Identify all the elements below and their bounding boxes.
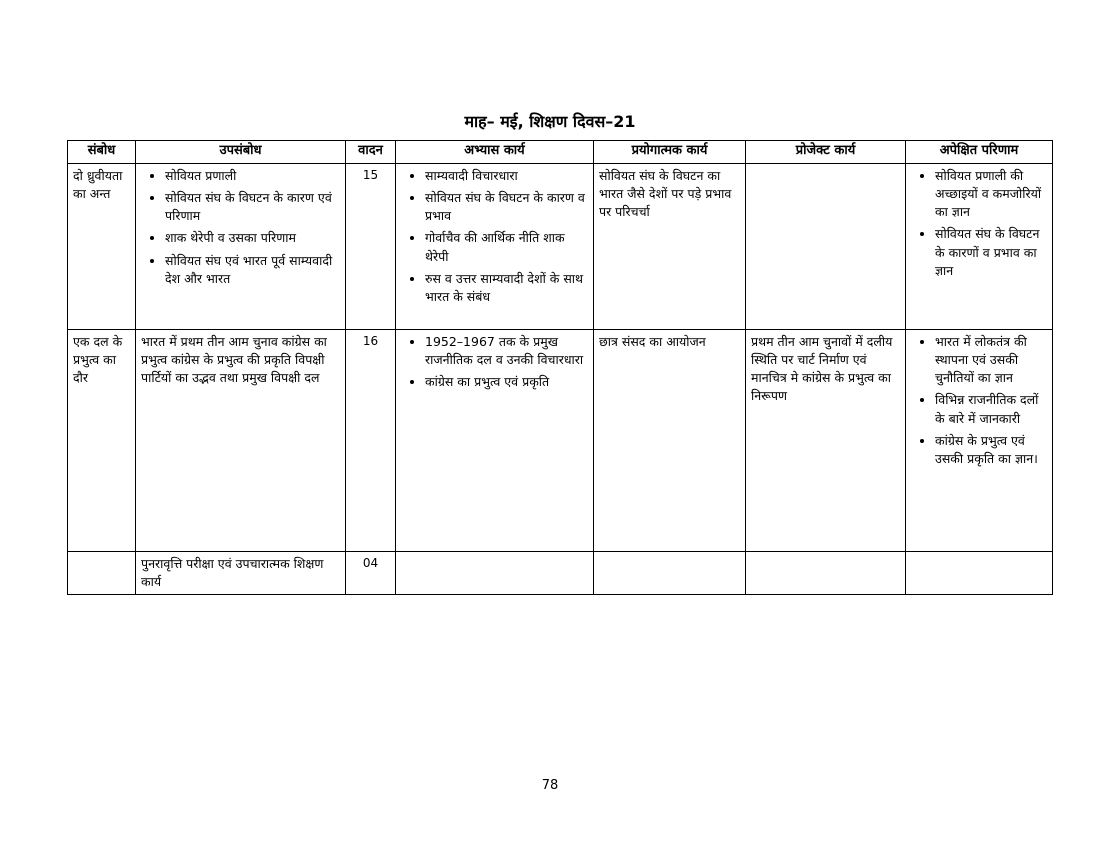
- col-header-concept: संबोध: [68, 141, 136, 164]
- list-item: • सोवियत प्रणाली की अच्छाइयों व कमजोरियों का ज्ञान: [935, 167, 1047, 221]
- practice-cell: [396, 552, 594, 595]
- header-row: [68, 141, 1053, 164]
- table-row: [68, 164, 1053, 330]
- practical-cell: छात्र संसद का आयोजन: [594, 330, 746, 552]
- project-cell: [746, 552, 906, 595]
- subtopics-cell: [136, 164, 346, 330]
- outcomes-list: [911, 167, 1047, 280]
- subtopics-cell: भारत में प्रथम तीन आम चुनाव कांग्रेस का प्रभुत्व कांग्रेस के प्रभुत्व की प्रकृति विपक्षी पार्टियों का उद्भव तथा प्रमुख विपक्षी दल: [136, 330, 346, 552]
- col-header-periods: वादन: [346, 141, 396, 164]
- list-item: • 1952–1967 तक के प्रमुख राजनीतिक दल व उनकी विचारधारा: [425, 333, 588, 369]
- practice-cell: [396, 330, 594, 552]
- periods-cell: 16: [346, 330, 396, 552]
- project-cell: प्रथम तीन आम चुनावों में दलीय स्थिति पर चार्ट निर्माण एवं मानचित्र मे कांग्रेस के प्रभुत्व का निरूपण: [746, 330, 906, 552]
- list-item: • भारत में लोकतंत्र की स्थापना एवं उसकी चुनौतियों का ज्ञान: [935, 333, 1047, 387]
- topic-cell: एक दल के प्रभुत्व का दौर: [68, 330, 136, 552]
- subtopics-cell: पुनरावृत्ति परीक्षा एवं उपचारात्मक शिक्षण कार्य: [136, 552, 346, 595]
- table-row: [68, 552, 1053, 595]
- col-header-subconcept: उपसंबोध: [136, 141, 346, 164]
- topic-cell: [68, 552, 136, 595]
- subtopics-list: [141, 167, 340, 288]
- list-item: • सोवियत संघ के विघटन के कारण एवं परिणाम: [165, 189, 340, 225]
- periods-cell: 15: [346, 164, 396, 330]
- list-item: • सोवियत प्रणाली: [165, 167, 340, 185]
- list-item: • साम्यवादी विचारधारा: [425, 167, 588, 185]
- list-item: • कांग्रेस का प्रभुत्व एवं प्रकृति: [425, 373, 588, 391]
- project-cell: [746, 164, 906, 330]
- col-header-practical: प्रयोगात्मक कार्य: [594, 141, 746, 164]
- col-header-project: प्रोजेक्ट कार्य: [746, 141, 906, 164]
- practice-list: [401, 167, 588, 306]
- periods-cell: 04: [346, 552, 396, 595]
- list-item: • सोवियत संघ के विघटन के कारण व प्रभाव: [425, 189, 588, 225]
- practice-cell: [396, 164, 594, 330]
- outcomes-list: [911, 333, 1047, 468]
- list-item: • विभिन्न राजनीतिक दलों के बारे में जानकारी: [935, 391, 1047, 427]
- practical-cell: [594, 552, 746, 595]
- list-item: • गोर्वाचैव की आर्थिक नीति शाक थेरेपी: [425, 229, 588, 265]
- practice-list: [401, 333, 588, 391]
- outcomes-cell: [906, 330, 1053, 552]
- page-title: माह– मई, शिक्षण दिवस–21: [464, 112, 636, 131]
- page-number: 78: [541, 778, 559, 793]
- col-header-outcomes: अपेक्षित परिणाम: [906, 141, 1053, 164]
- outcomes-cell: [906, 552, 1053, 595]
- lesson-plan-table: [67, 140, 1053, 595]
- list-item: • कांग्रेस के प्रभुत्व एवं उसकी प्रकृति का ज्ञान।: [935, 432, 1047, 468]
- outcomes-cell: [906, 164, 1053, 330]
- list-item: • शाक थेरेपी व उसका परिणाम: [165, 229, 340, 247]
- list-item: • सोवियत संघ एवं भारत पूर्व साम्यवादी देश और भारत: [165, 252, 340, 288]
- table-row: [68, 330, 1053, 552]
- list-item: • सोवियत संघ के विघटन के कारणों व प्रभाव का ज्ञान: [935, 225, 1047, 279]
- list-item: • रुस व उत्तर साम्यवादी देशों के साथ भारत के संबंध: [425, 270, 588, 306]
- col-header-practice: अभ्यास कार्य: [396, 141, 594, 164]
- practical-cell: सोवियत संघ के विघटन का भारत जैसे देशों पर पड़े प्रभाव पर परिचर्चा: [594, 164, 746, 330]
- topic-cell: दो ध्रुवीयता का अन्त: [68, 164, 136, 330]
